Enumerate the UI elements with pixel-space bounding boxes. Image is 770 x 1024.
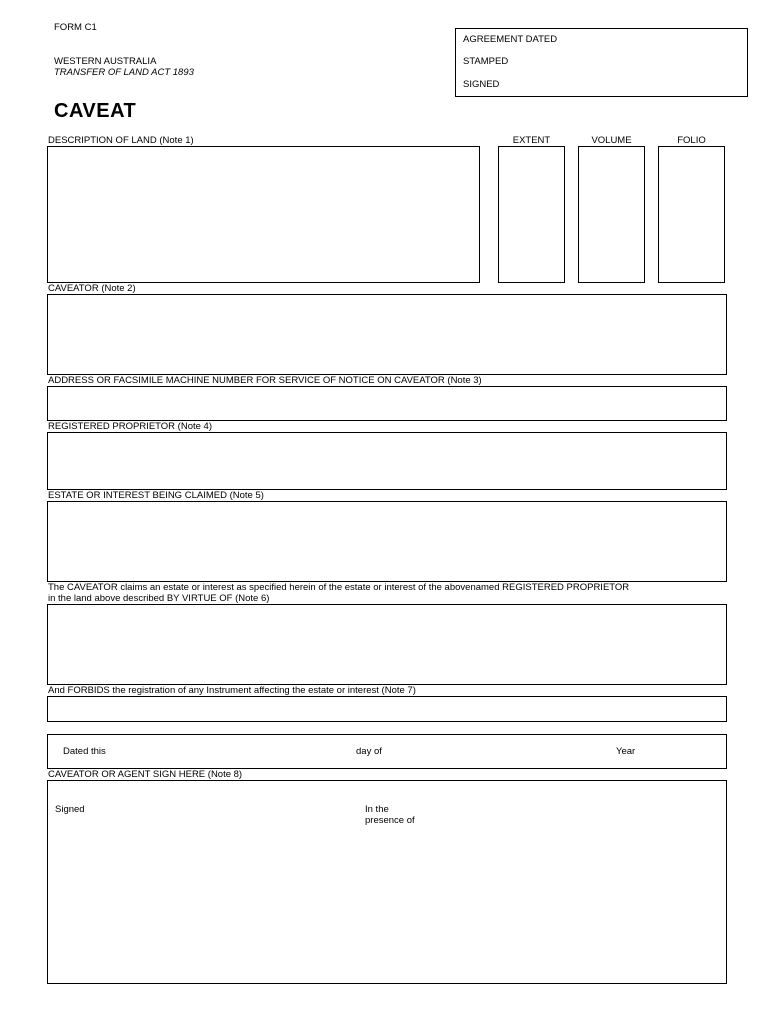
- claim-statement-line1: The CAVEATOR claims an estate or interest as specified herein of the estate or interest of the abovenamed REGISTERED PROPRIETOR: [48, 582, 630, 593]
- address-label: ADDRESS OR FACSIMILE MACHINE NUMBER FOR SERVICE OF NOTICE ON CAVEATOR (Note 3): [48, 375, 482, 386]
- description-of-land-field[interactable]: [47, 146, 480, 283]
- page-title: CAVEAT: [54, 100, 137, 122]
- stamped-label: STAMPED: [463, 56, 509, 67]
- act-name: TRANSFER OF LAND ACT 1893: [54, 67, 194, 78]
- estate-interest-field[interactable]: [47, 501, 727, 582]
- address-field[interactable]: [47, 386, 727, 421]
- folio-field[interactable]: [658, 146, 725, 283]
- day-of-label: day of: [356, 746, 382, 757]
- caveator-field[interactable]: [47, 294, 727, 375]
- extent-label: EXTENT: [512, 135, 551, 146]
- forbids-label: And FORBIDS the registration of any Instrument affecting the estate or interest (Note 7): [48, 685, 416, 696]
- caveator-label: CAVEATOR (Note 2): [48, 283, 136, 294]
- form-code: FORM C1: [54, 22, 97, 33]
- registered-proprietor-field[interactable]: [47, 432, 727, 490]
- description-of-land-label: DESCRIPTION OF LAND (Note 1): [48, 135, 194, 146]
- signed-office-label: SIGNED: [463, 79, 500, 90]
- year-label: Year: [616, 746, 636, 757]
- forbids-field[interactable]: [47, 696, 727, 722]
- signed-label: Signed: [55, 804, 85, 815]
- claim-statement-line2: in the land above described BY VIRTUE OF (Note 6): [48, 593, 270, 604]
- volume-field[interactable]: [578, 146, 645, 283]
- in-presence-label-line1: In the: [365, 804, 389, 815]
- agreement-dated-label: AGREEMENT DATED: [463, 34, 558, 45]
- dated-this-label: Dated this: [63, 746, 106, 757]
- state-name: WESTERN AUSTRALIA: [54, 56, 157, 67]
- sign-here-label: CAVEATOR OR AGENT SIGN HERE (Note 8): [48, 769, 243, 780]
- estate-interest-label: ESTATE OR INTEREST BEING CLAIMED (Note 5): [48, 490, 264, 501]
- in-presence-label-line2: presence of: [365, 815, 415, 826]
- volume-label: VOLUME: [591, 135, 632, 146]
- by-virtue-of-field[interactable]: [47, 604, 727, 685]
- extent-field[interactable]: [498, 146, 565, 283]
- folio-label: FOLIO: [677, 135, 706, 146]
- registered-proprietor-label: REGISTERED PROPRIETOR (Note 4): [48, 421, 212, 432]
